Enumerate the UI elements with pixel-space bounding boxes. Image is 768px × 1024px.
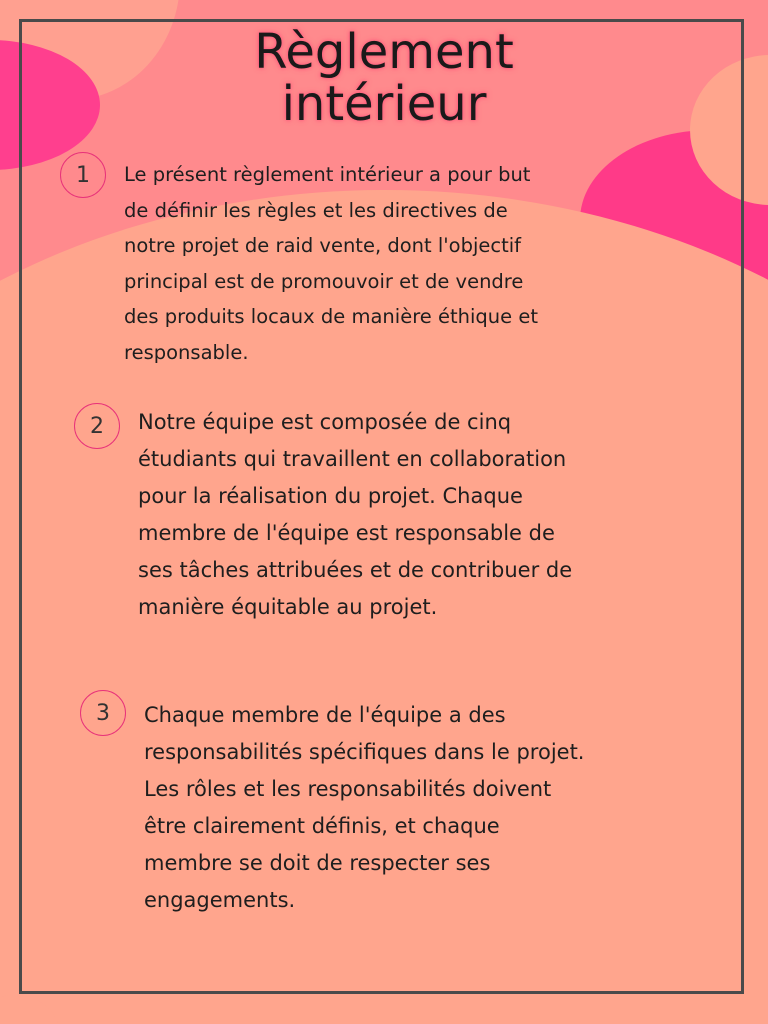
paragraph-line: Les rôles et les responsabilités doivent bbox=[144, 777, 552, 801]
paragraph-line: de définir les règles et les directives de bbox=[124, 198, 508, 222]
paragraph-line: Chaque membre de l'équipe a des bbox=[144, 703, 506, 727]
section-number-badge: 3 bbox=[80, 690, 126, 736]
section-paragraph bbox=[124, 157, 538, 370]
section-number-badge: 1 bbox=[60, 152, 106, 198]
section-paragraph bbox=[144, 697, 584, 919]
title-line-2: intérieur bbox=[281, 76, 487, 132]
page-title bbox=[0, 26, 768, 130]
title-line-1: Règlement bbox=[254, 24, 514, 80]
paragraph-line: pour la réalisation du projet. Chaque bbox=[138, 484, 523, 508]
paragraph-line: Notre équipe est composée de cinq bbox=[138, 410, 512, 434]
paragraph-line: responsable. bbox=[124, 340, 249, 364]
paragraph-line: manière équitable au projet. bbox=[138, 595, 438, 619]
section-paragraph bbox=[138, 404, 572, 626]
paragraph-line: membre de l'équipe est responsable de bbox=[138, 521, 555, 545]
section-number-badge: 2 bbox=[74, 403, 120, 449]
paragraph-line: étudiants qui travaillent en collaboration bbox=[138, 447, 567, 471]
paragraph-line: responsabilités spécifiques dans le projet. bbox=[144, 740, 585, 764]
paragraph-line: ses tâches attribuées et de contribuer de bbox=[138, 558, 573, 582]
paragraph-line: notre projet de raid vente, dont l'objectif bbox=[124, 234, 522, 257]
paragraph-line: des produits locaux de manière éthique et bbox=[124, 305, 538, 328]
paragraph-line: engagements. bbox=[144, 888, 296, 912]
paragraph-line: Le présent règlement intérieur a pour but bbox=[124, 163, 531, 186]
paragraph-line: principal est de promouvoir et de vendre bbox=[124, 269, 524, 293]
paragraph-line: membre se doit de respecter ses bbox=[144, 851, 491, 875]
paragraph-line: être clairement définis, et chaque bbox=[144, 814, 500, 838]
